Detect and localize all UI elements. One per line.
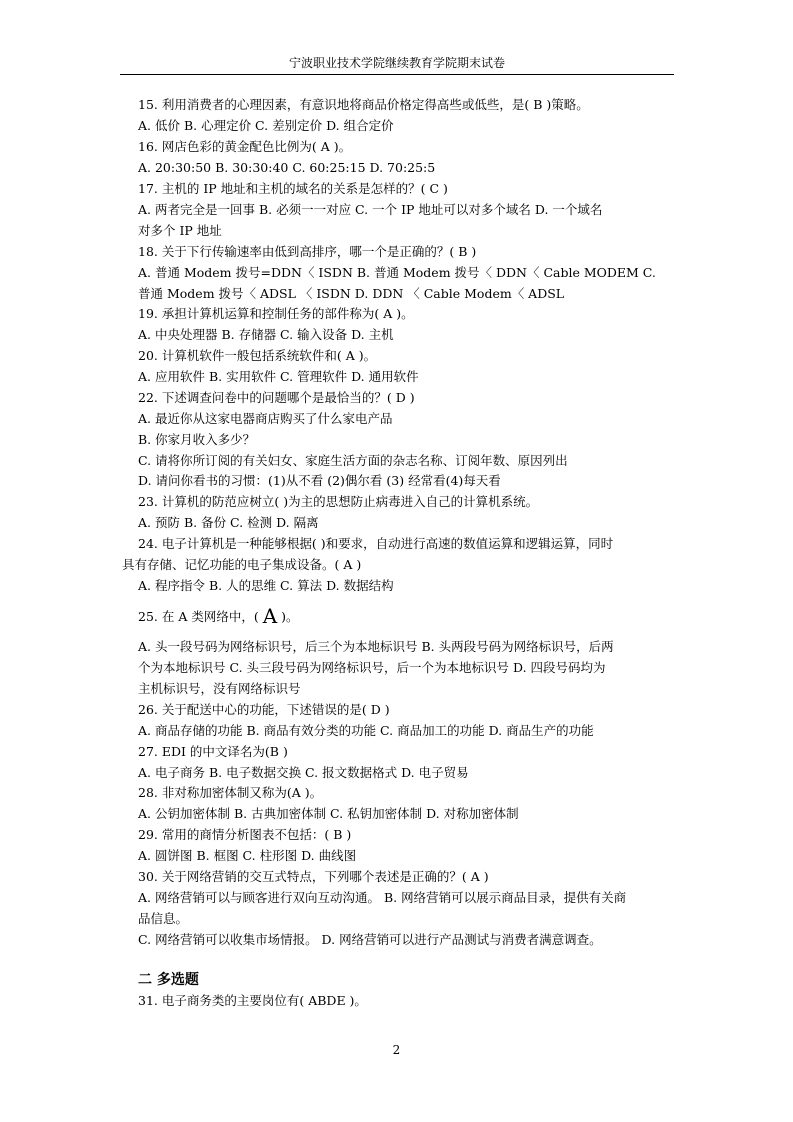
option-22-a: A. 最近你从这家电器商店购买了什么家电产品 <box>138 411 393 426</box>
options-26: A. 商品存储的功能 B. 商品有效分类的功能 C. 商品加工的功能 D. 商品生产的功能 <box>138 723 594 738</box>
question-28: 28. 非对称加密体制又称为(A )。 <box>138 785 323 800</box>
question-25-end: )。 <box>277 609 299 624</box>
options-29: A. 圆饼图 B. 框图 C. 柱形图 D. 曲线图 <box>138 848 357 863</box>
question-25-answer: A <box>262 604 278 628</box>
question-31: 31. 电子商务类的主要岗位有( ABDE )。 <box>138 993 367 1008</box>
question-22: 22. 下述调查问卷中的问题哪个是最恰当的？( D ) <box>138 390 415 405</box>
question-29: 29. 常用的商情分析图表不包括：( B ) <box>138 827 352 842</box>
option-22-c: C. 请将你所订阅的有关妇女、家庭生活方面的杂志名称、订阅年数、原因列出 <box>138 453 568 468</box>
question-25-text: 25. 在 A 类网络中，( <box>138 609 263 624</box>
options-17: A. 两者完全是一回事 B. 必须一一对应 C. 一个 IP 地址可以对多个域名 D. 一个域名 <box>138 202 603 217</box>
question-15: 15. 利用消费者的心理因素，有意识地将商品价格定得高些或低些，是( B )策略。 <box>138 97 589 112</box>
options-28: A. 公钥加密体制 B. 古典加密体制 C. 私钥加密体制 D. 对称加密体制 <box>138 806 519 821</box>
question-24: 24. 电子计算机是一种能够根据( )和要求，自动进行高速的数值运算和逻辑运算，同时 <box>138 536 614 551</box>
options-24: A. 程序指令 B. 人的思维 C. 算法 D. 数据结构 <box>138 578 394 593</box>
question-17: 17. 主机的 IP 地址和主机的域名的关系是怎样的？( C ) <box>138 181 448 196</box>
question-19: 19. 承担计算机运算和控制任务的部件称为( A )。 <box>138 306 414 321</box>
options-25-cont: 个为本地标识号 C. 头三段号码为网络标识号，后一个为本地标识号 D. 四段号码均为 <box>138 660 606 675</box>
option-22-b: B. 你家月收入多少？ <box>138 432 256 447</box>
options-25-cont2: 主机标识号，没有网络标识号 <box>138 681 301 696</box>
options-25: A. 头一段号码为网络标识号，后三个为本地标识号 B. 头两段号码为网络标识号，后两 <box>138 639 614 654</box>
question-25 <box>138 605 299 627</box>
question-27: 27. EDI 的中文译名为(B ) <box>138 744 288 759</box>
options-17-cont: 对多个 IP 地址 <box>138 223 222 238</box>
option-22-d: D. 请问你看书的习惯：(1)从不看 (2)偶尔看 (3) 经常看(4)每天看 <box>138 473 501 488</box>
options-16: A. 20:30:50 B. 30:30:40 C. 60:25:15 D. 70:25:5 <box>138 160 436 175</box>
options-15: A. 低价 B. 心理定价 C. 差别定价 D. 组合定价 <box>138 118 394 133</box>
options-30: A. 网络营销可以与顾客进行双向互动沟通。 B. 网络营销可以展示商品目录，提供有关商 <box>138 890 627 905</box>
question-18: 18. 关于下行传输速率由低到高排序，哪一个是正确的？( B ) <box>138 244 477 259</box>
page-number: 2 <box>392 1043 401 1057</box>
options-30-cont2: C. 网络营销可以收集市场情报。 D. 网络营销可以进行产品测试与消费者满意调查。 <box>138 932 602 947</box>
page-header: 宁波职业技术学院继续教育学院期末试卷 <box>288 56 505 70</box>
options-19: A. 中央处理器 B. 存储器 C. 输入设备 D. 主机 <box>138 327 394 342</box>
question-30: 30. 关于网络营销的交互式特点，下列哪个表述是正确的？( A ) <box>138 869 489 884</box>
header-divider <box>120 74 674 75</box>
question-26: 26. 关于配送中心的功能，下述错误的是( D ) <box>138 702 390 717</box>
question-20: 20. 计算机软件一般包括系统软件和( A )。 <box>138 348 377 363</box>
question-23: 23. 计算机的防范应树立( )为主的思想防止病毒进入自己的计算机系统。 <box>138 494 539 509</box>
options-23: A. 预防 B. 备份 C. 检测 D. 隔离 <box>138 515 319 530</box>
options-18: A. 普通 Modem 拨号=DDN〈 ISDN B. 普通 Modem 拨号〈 DDN〈 Cable MODEM C. <box>138 265 656 280</box>
options-27: A. 电子商务 B. 电子数据交换 C. 报文数据格式 D. 电子贸易 <box>138 765 469 780</box>
question-16: 16. 网店色彩的黄金配色比例为( A )。 <box>138 139 352 154</box>
options-20: A. 应用软件 B. 实用软件 C. 管理软件 D. 通用软件 <box>138 369 419 384</box>
options-30-cont: 品信息。 <box>138 911 189 926</box>
question-24-cont: 具有存储、记忆功能的电子集成设备。( A ) <box>122 557 362 572</box>
options-18-cont: 普通 Modem 拨号〈 ADSL 〈 ISDN D. DDN 〈 Cable Modem〈 ADSL <box>138 286 565 301</box>
section-title: 二 多选题 <box>138 972 199 988</box>
